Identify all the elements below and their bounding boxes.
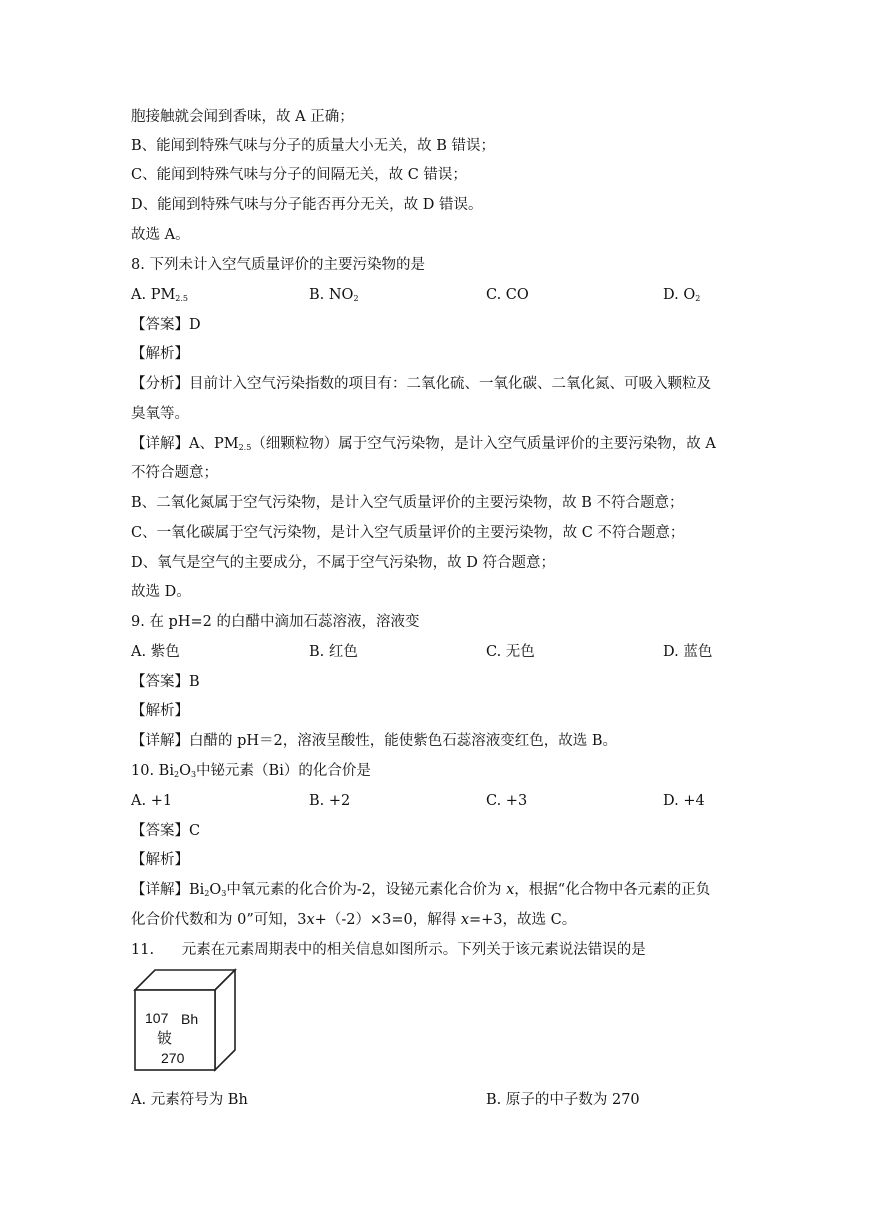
q11-options <box>131 1090 741 1110</box>
q9-analysis-head: 【解析】 <box>131 703 189 719</box>
element-card-svg <box>133 968 237 1072</box>
q8-stem: 8. 下列未计入空气质量评价的主要污染物的是 <box>131 257 425 273</box>
line-3: C、能闻到特殊气味与分子的间隔无关，故 C 错误； <box>131 167 467 183</box>
q11-stem: 11. 元素在元素周期表中的相关信息如图所示。下列关于该元素说法错误的是 <box>131 942 646 958</box>
q10-options <box>131 791 741 811</box>
q8-option-b: B. $NO_2$ <box>309 287 359 303</box>
element-card-figure <box>133 968 237 1072</box>
q8-detail-2: 不符合题意； <box>131 465 218 481</box>
q8-detail-5: D、氧气是空气的主要成分，不属于空气污染物，故 D 符合题意； <box>131 555 555 571</box>
q8-option-d: D. $O_2$ <box>663 287 701 303</box>
q9-detail: 【详解】白醋的 pH＝2，溶液呈酸性，能使紫色石蕊溶液变红色，故选 B。 <box>131 733 618 749</box>
q8-analysis-head: 【解析】 <box>131 346 189 362</box>
q8-detail-4: C、一氧化碳属于空气污染物，是计入空气质量评价的主要污染物，故 C 不符合题意； <box>131 525 685 541</box>
q10-answer: 【答案】C <box>131 823 201 839</box>
q9-option-d: D. 蓝色 <box>663 644 713 660</box>
element-number: 107 <box>145 1010 169 1026</box>
element-name: 铍 <box>157 1029 173 1047</box>
q8-options <box>131 285 741 305</box>
q9-options <box>131 642 741 662</box>
q10-analysis-head: 【解析】 <box>131 852 189 868</box>
q9-answer: 【答案】B <box>131 674 200 690</box>
q8-answer: 【答案】D <box>131 317 201 333</box>
q10-option-d: D. +4 <box>663 793 705 809</box>
q10-option-b: B. +2 <box>309 793 351 809</box>
q9-option-a: A. 紫色 <box>131 644 180 660</box>
q9-stem: 9. 在 pH=2 的白醋中滴加石蕊溶液，溶液变 <box>131 614 420 630</box>
element-mass: 270 <box>161 1050 185 1066</box>
q8-choose: 故选 D。 <box>131 584 191 600</box>
line-2: B、能闻到特殊气味与分子的质量大小无关，故 B 错误； <box>131 138 496 154</box>
q11-option-a: A. 元素符号为 Bh <box>131 1092 248 1108</box>
q10-option-a: A. +1 <box>131 793 173 809</box>
q8-detail-3: B、二氧化氮属于空气污染物，是计入空气质量评价的主要污染物，故 B 不符合题意； <box>131 495 684 511</box>
q8-fenxi-1: 【分析】目前计入空气污染指数的项目有：二氧化硫、一氧化碳、二氧化氮、可吸入颗粒及 <box>131 376 711 392</box>
q8-option-c: C. CO <box>486 287 529 303</box>
line-5: 故选 A。 <box>131 227 190 243</box>
q9-option-c: C. 无色 <box>486 644 535 660</box>
line-4: D、能闻到特殊气味与分子能否再分无关，故 D 错误。 <box>131 197 483 213</box>
q9-option-b: B. 红色 <box>309 644 358 660</box>
q11-option-b: B. 原子的中子数为 270 <box>486 1092 640 1108</box>
element-symbol: Bh <box>181 1011 199 1027</box>
q10-stem: 10. $Bi_2O_3$中铋元素（Bi）的化合价是 <box>131 763 371 779</box>
q10-option-c: C. +3 <box>486 793 528 809</box>
q8-fenxi-2: 臭氧等。 <box>131 406 189 422</box>
q8-detail-1: 【详解】A、$PM_{2.5}$（细颗粒物）属于空气污染物，是计入空气质量评价的主要污染物，故 A <box>131 436 716 452</box>
line-1: 胞接触就会闻到香味，故 A 正确； <box>131 109 354 125</box>
q10-detail-2: 化合价代数和为 0”可知，3x+（-2）×3=0，解得 x=+3，故选 C。 <box>131 912 577 928</box>
q8-option-a: A. $PM_{2.5}$ <box>131 287 189 303</box>
q10-detail-1: 【详解】$Bi_2O_3$中氧元素的化合价为-2，设铋元素化合价为 x，根据“化合物中各元素的正负 <box>131 882 711 898</box>
